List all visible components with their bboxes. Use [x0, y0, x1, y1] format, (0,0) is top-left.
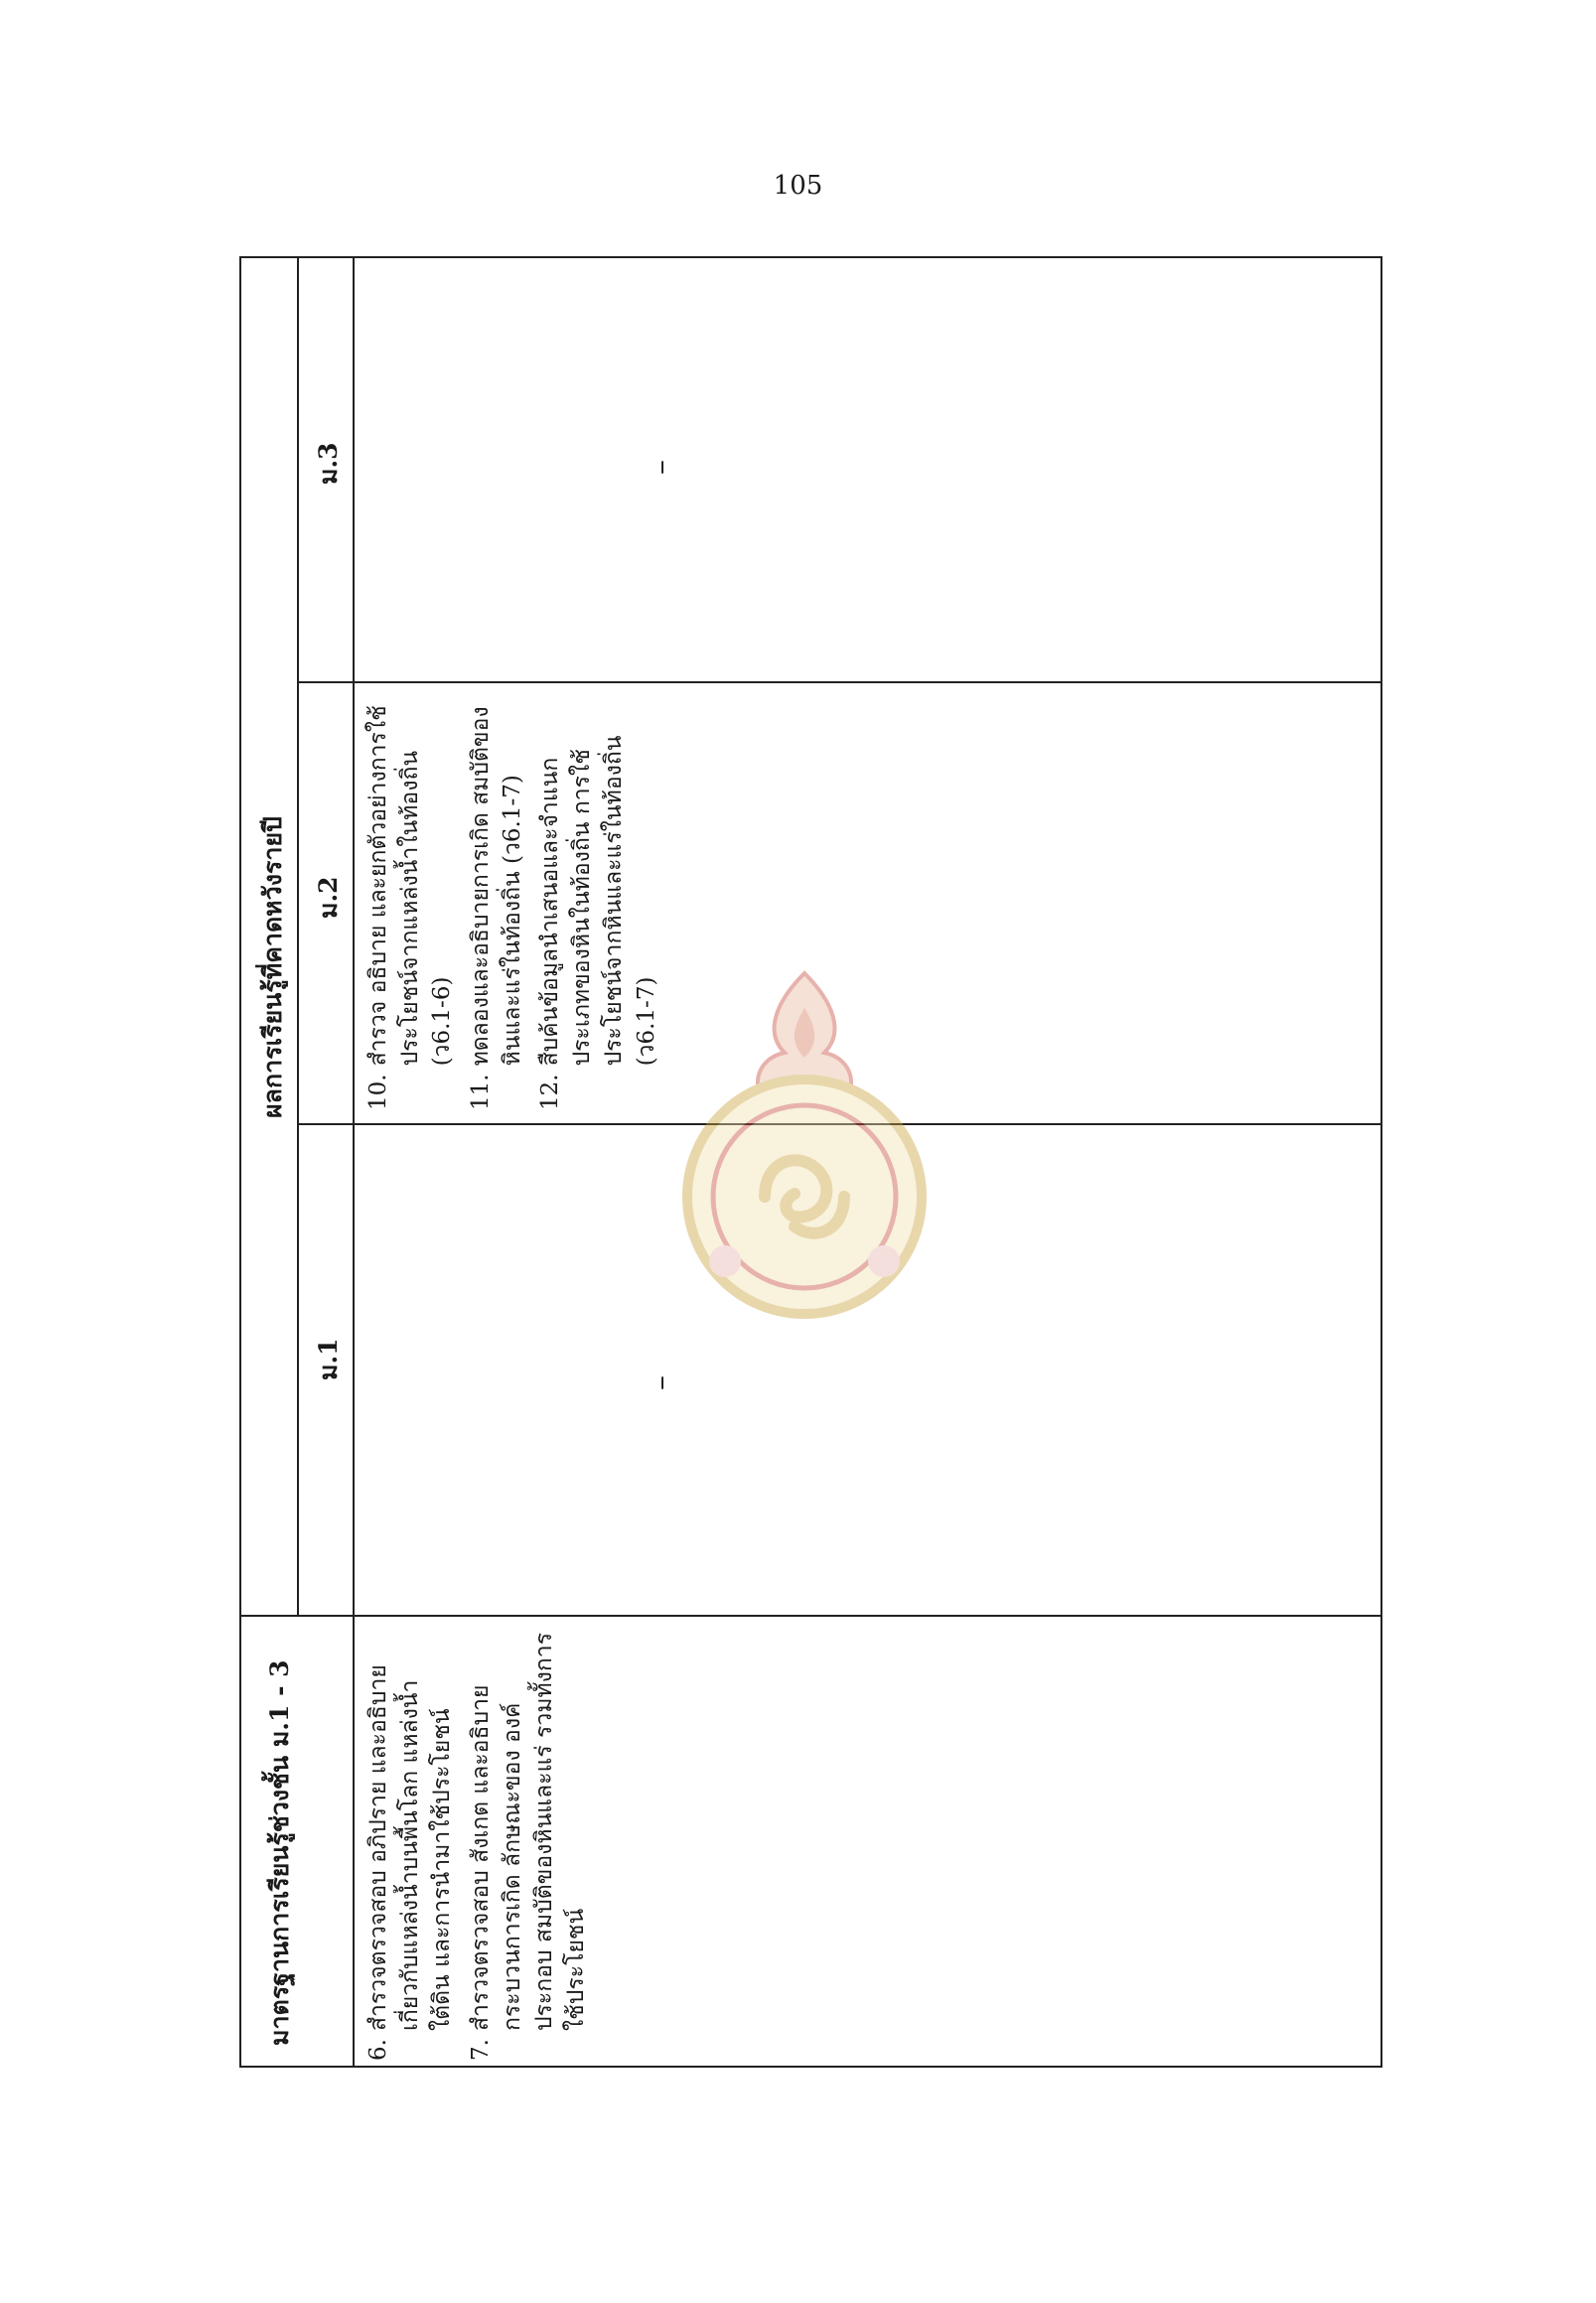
grid-line — [353, 256, 355, 2068]
outcome-number: 10. — [365, 1074, 391, 1110]
outcome-item — [534, 698, 662, 1110]
grid-line — [297, 681, 1382, 683]
standard-item — [363, 1624, 459, 2061]
grade-header-m2: ม.2 — [314, 876, 343, 919]
outcome-number: 12. — [536, 1074, 563, 1110]
outcome-item — [465, 698, 528, 1110]
standard-text: สำรวจตรวจสอบ อภิปราย และอธิบายเกี่ยวกับแหล่งน้ำบนพื้นโลก แหล่งน้ำใต้ดิน และการนำมาใช้ประโยชน์ — [365, 1664, 456, 2032]
outcome-text: ทดลองและอธิบายการเกิด สมบัติของหินและแร่ในท้องถิ่น (ว6.1-7) — [467, 706, 525, 1067]
standards-cell — [363, 1624, 598, 2061]
expected-outcomes-header: ผลการเรียนรู้ที่คาดหวังรายปี — [258, 816, 287, 1118]
outcome-text: สำรวจ อธิบาย และยกตัวอย่างการใช้ประโยชน์จากแหล่งน้ำในท้องถิ่น (ว6.1-6) — [365, 705, 456, 1067]
standard-number: 6. — [365, 2039, 391, 2061]
standard-number: 7. — [467, 2039, 494, 2061]
grade-header-m3: ม.3 — [314, 442, 343, 485]
grade-m1-value: – — [644, 1375, 678, 1390]
seal-ring — [687, 1080, 922, 1314]
grade-m3-value: – — [644, 460, 678, 475]
grid-line — [239, 1615, 1382, 1617]
standard-text: สำรวจตรวจสอบ สังเกต และอธิบายกระบวนการเกิด ลักษณะของ องค์ประกอบ สมบัติของหินและแร่ รวมทั้งการใช้ประโยชน์ — [467, 1632, 590, 2032]
outcome-text: สืบค้นข้อมูลนำเสนอและจำแนกประเภทของหินในท้องถิ่น การใช้ประโยชน์จากหินและแร่ในท้องถิ่น (ว6.1-7) — [536, 735, 659, 1067]
grid-line — [297, 256, 299, 1615]
standard-column-header: มาตรฐานการเรียนรู้ช่วงชั้น ม.1 - 3 — [265, 1659, 294, 2046]
page-number: 105 — [773, 171, 823, 201]
grade-header-m1: ม.1 — [314, 1338, 343, 1380]
watermark-seal-icon — [655, 963, 953, 1321]
seal-lotus-left — [709, 1245, 741, 1277]
outcome-item — [363, 698, 459, 1110]
outcome-number: 11. — [467, 1074, 494, 1110]
standard-item — [465, 1624, 593, 2061]
seal-lotus-right — [868, 1245, 900, 1277]
grade-m2-cell — [363, 698, 668, 1110]
